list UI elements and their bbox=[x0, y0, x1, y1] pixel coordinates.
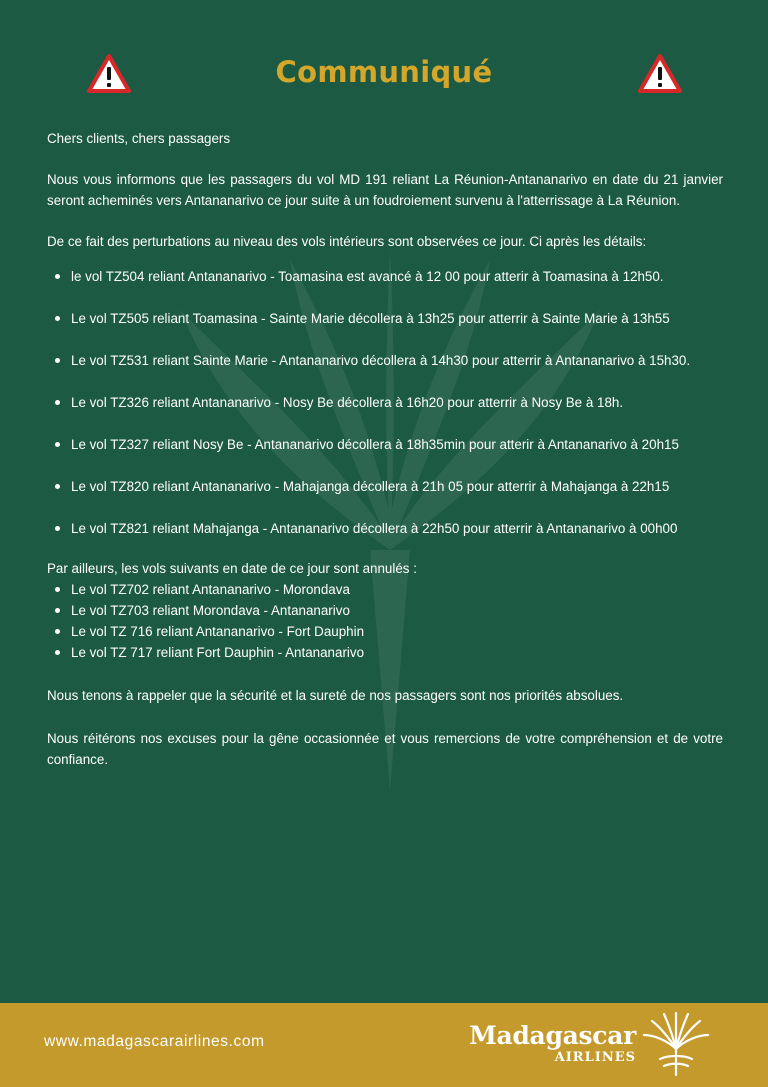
cancelled-flight-item: Le vol TZ703 reliant Morondava - Antananarivo bbox=[47, 600, 723, 621]
cancelled-flight-item: Le vol TZ 717 reliant Fort Dauphin - Antananarivo bbox=[47, 642, 723, 663]
flight-changes-list bbox=[47, 266, 723, 539]
closing-statement: Nous réitérons nos excuses pour la gêne occasionnée et vous remercions de votre compréhension et de votre confiance. bbox=[47, 731, 723, 767]
cancelled-flights-list bbox=[47, 579, 723, 663]
website-link[interactable]: www.madagascarairlines.com bbox=[44, 1033, 265, 1050]
cancelled-flight-item: Le vol TZ702 reliant Antananarivo - Morondava bbox=[47, 579, 723, 600]
communique-body bbox=[47, 128, 723, 770]
brand-subtitle: AIRLINES bbox=[554, 1050, 636, 1065]
intro-paragraph: Nous vous informons que les passagers du vol MD 191 reliant La Réunion-Antananarivo en date du 21 janvier seront acheminés vers Antananarivo ce jour suite à un foudroiement survenu à l'atterrissage à La Réunion. bbox=[47, 172, 723, 208]
footer bbox=[0, 1003, 768, 1087]
flight-change-item: Le vol TZ531 reliant Sainte Marie - Antananarivo décollera à 14h30 pour atterrir à Antananarivo à 15h30. bbox=[47, 350, 723, 371]
flight-change-item: Le vol TZ327 reliant Nosy Be - Antananarivo décollera à 18h35min pour atterir à Antananarivo à 20h15 bbox=[47, 434, 723, 455]
header bbox=[0, 50, 768, 100]
flight-change-item: Le vol TZ821 reliant Mahajanga - Antananarivo décollera à 22h50 pour atterrir à Antananarivo à 00h00 bbox=[47, 518, 723, 539]
brand-name: Madagascar bbox=[469, 1021, 636, 1050]
greeting: Chers clients, chers passagers bbox=[47, 131, 231, 146]
cancelled-flight-item: Le vol TZ 716 reliant Antananarivo - Fort Dauphin bbox=[47, 621, 723, 642]
brand-wordmark bbox=[456, 1021, 636, 1065]
flight-change-item: Le vol TZ820 reliant Antananarivo - Mahajanga décollera à 21h 05 pour atterrir à Mahajanga à 22h15 bbox=[47, 476, 723, 497]
madagascar-airlines-palm-logo bbox=[640, 1011, 712, 1079]
warning-triangle-icon bbox=[638, 54, 682, 94]
disruptions-intro: De ce fait des perturbations au niveau des vols intérieurs sont observées ce jour. Ci après les détails: bbox=[47, 234, 647, 249]
flight-change-item: Le vol TZ326 reliant Antananarivo - Nosy Be décollera à 16h20 pour atterrir à Nosy Be à 18h. bbox=[47, 392, 723, 413]
safety-statement: Nous tenons à rappeler que la sécurité et la sureté de nos passagers sont nos priorités absolues. bbox=[47, 688, 624, 703]
flight-change-item: Le vol TZ505 reliant Toamasina - Sainte Marie décollera à 13h25 pour atterrir à Sainte Marie à 13h55 bbox=[47, 308, 723, 329]
flight-change-item: le vol TZ504 reliant Antananarivo - Toamasina est avancé à 12 00 pour atterir à Toamasina à 12h50. bbox=[47, 266, 723, 287]
page-title: Communiqué bbox=[275, 55, 493, 89]
cancelled-intro: Par ailleurs, les vols suivants en date de ce jour sont annulés : bbox=[47, 561, 417, 576]
